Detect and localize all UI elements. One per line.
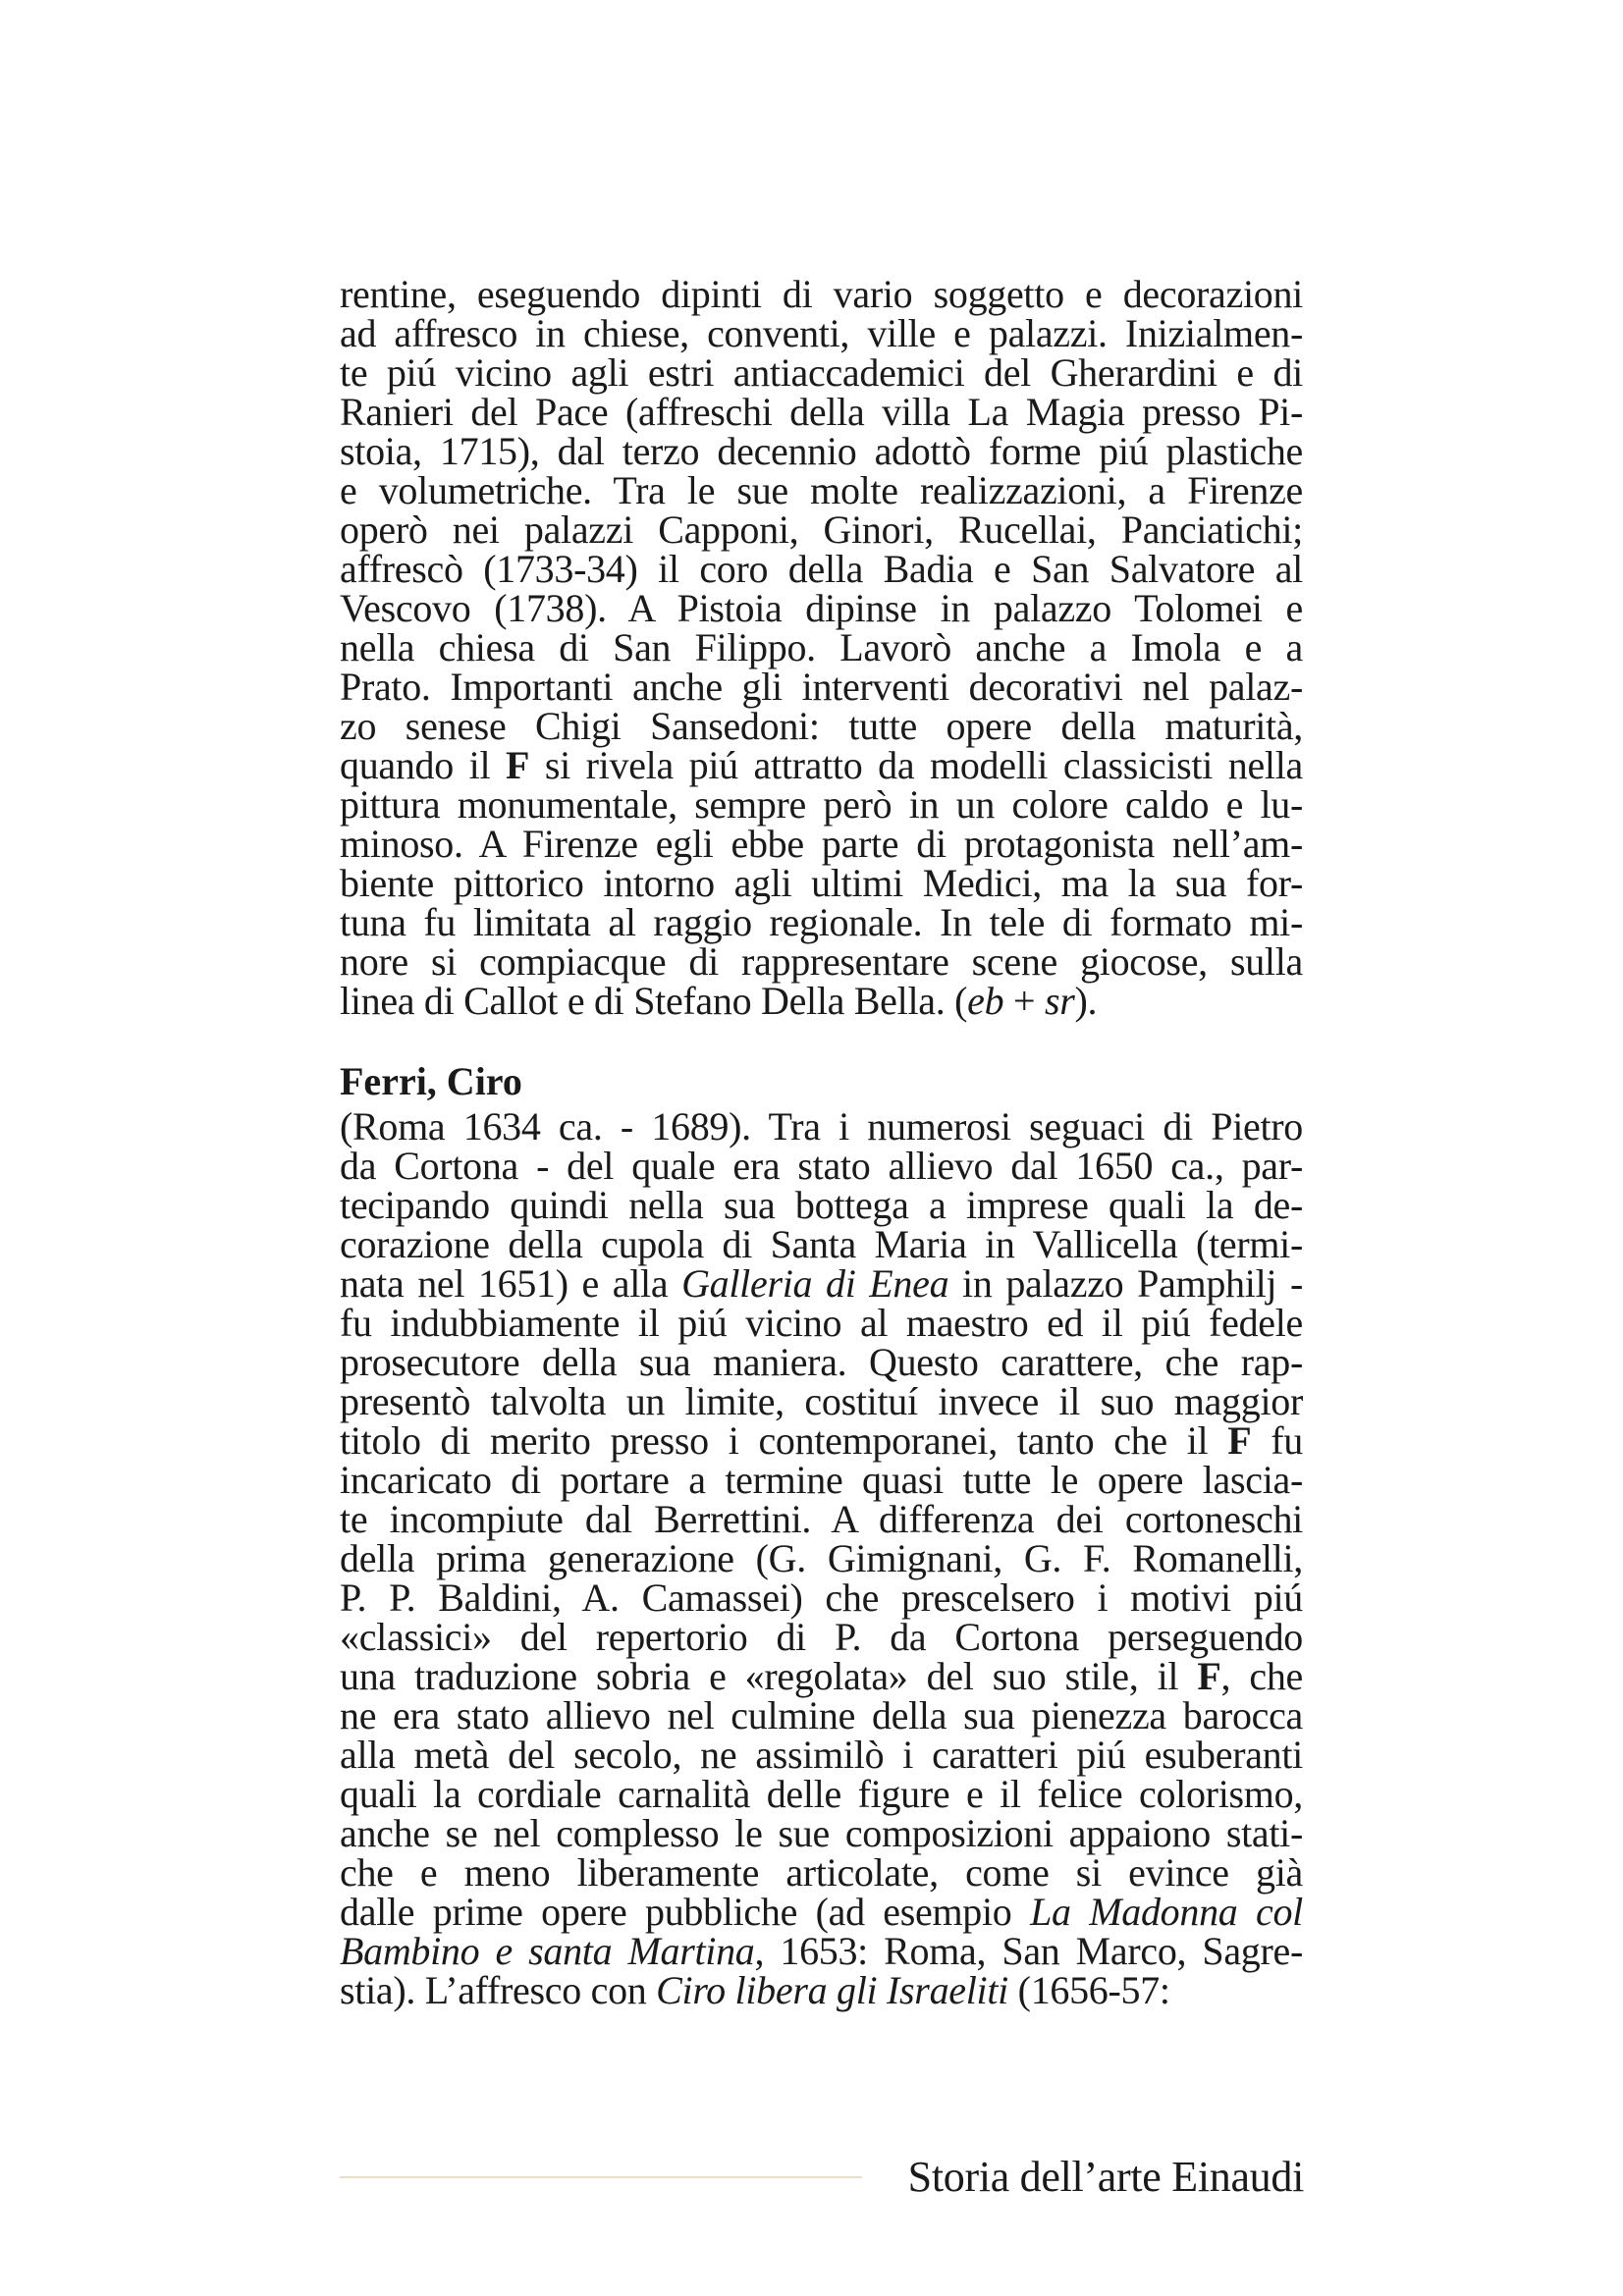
text-line xyxy=(340,547,1303,591)
text-run: ). xyxy=(1074,979,1098,1023)
text-run: nata nel 1651) e alla xyxy=(340,1261,682,1306)
footer-book-title: Storia dell’arte Einaudi xyxy=(907,2153,1304,2201)
text-line xyxy=(340,704,1303,748)
text-run: zo senese Chigi Sansedoni: tutte opere della maturità, xyxy=(340,704,1303,748)
text-run: alla metà del secolo, ne assimilò i caratteri piú esuberanti xyxy=(340,1733,1303,1777)
text-line xyxy=(340,1890,1303,1934)
text-line xyxy=(340,1261,1303,1306)
text-line xyxy=(340,350,1303,395)
text-run: F xyxy=(506,743,530,787)
text-line xyxy=(340,1772,1303,1816)
text-run: La Madonna col xyxy=(1030,1890,1303,1934)
text-run: nore si compiacque di rappresentare scene giocose, sulla xyxy=(340,939,1303,984)
text-run: incaricato di portare a termine quasi tutte le opere lascia- xyxy=(340,1458,1303,1502)
text-line xyxy=(340,468,1303,512)
text-run: quali la cordiale carnalità delle figure e il felice colorismo, xyxy=(340,1772,1303,1816)
text-run: fu xyxy=(1251,1418,1304,1463)
text-run: in palazzo Pamphilj - xyxy=(948,1261,1303,1306)
text-run: Ciro libera gli Israeliti xyxy=(656,1968,1008,2012)
text-run: una traduzione sobria e «regolata» del suo stile, il xyxy=(340,1654,1198,1698)
text-run: che e meno liberamente articolate, come si evince già xyxy=(340,1850,1303,1895)
text-line xyxy=(340,1183,1303,1227)
text-run: da Cortona - del quale era stato allievo dal 1650 ca., par- xyxy=(340,1144,1303,1188)
text-run: presentò talvolta un limite, costituí invece il suo maggior xyxy=(340,1379,1303,1423)
text-line xyxy=(340,1693,1303,1737)
text-run: pittura monumentale, sempre però in un colore caldo e lu- xyxy=(340,782,1303,827)
text-line xyxy=(340,743,1303,787)
text-run: F xyxy=(1197,1654,1221,1698)
text-line xyxy=(340,1301,1303,1345)
text-run: e volumetriche. Tra le sue molte realizzazioni, a Firenze xyxy=(340,468,1303,512)
text-line xyxy=(340,311,1303,355)
text-line xyxy=(340,1968,1303,2012)
text-line xyxy=(340,1654,1303,1698)
text-run: rentine, eseguendo dipinti di vario soggetto e decorazioni xyxy=(340,272,1303,316)
text-line xyxy=(340,939,1303,984)
text-run: ad affresco in chiese, conventi, ville e palazzi. Inizialmen- xyxy=(340,311,1303,355)
text-line xyxy=(340,1340,1303,1384)
text-line xyxy=(340,1497,1303,1541)
text-run: (1656-57: xyxy=(1007,1968,1170,2012)
text-line xyxy=(340,1458,1303,1502)
text-line xyxy=(340,507,1303,552)
text-run: te piú vicino agli estri antiaccademici del Gherardini e di xyxy=(340,350,1303,395)
text-line xyxy=(340,390,1303,434)
text-line xyxy=(340,625,1303,669)
text-run: stia). L’affresco con xyxy=(340,1968,657,2012)
text-run: (Roma 1634 ca. - 1689). Tra i numerosi seguaci di Pietro xyxy=(340,1104,1303,1148)
text-run: quando il xyxy=(340,743,507,787)
text-line xyxy=(340,1735,1303,1775)
text-run: , che xyxy=(1220,1654,1303,1698)
text-run: corazione della cupola di Santa Maria in Vallicella (termi- xyxy=(340,1222,1303,1266)
text-run: fu indubbiamente il piú vicino al maestro ed il piú fedele xyxy=(340,1301,1303,1345)
text-run: dalle prime opere pubbliche (ad esempio xyxy=(340,1890,1031,1934)
text-run: linea di Callot e di Stefano Della Bella. ( xyxy=(340,979,968,1023)
text-line xyxy=(340,1222,1303,1266)
text-run: te incompiute dal Berrettini. A differenza dei cortoneschi xyxy=(340,1497,1303,1541)
text-line xyxy=(340,1615,1303,1659)
entry-continuation-paragraph xyxy=(340,272,1303,1023)
text-line xyxy=(340,1418,1304,1463)
text-run: titolo di merito presso i contemporanei, tanto che il xyxy=(340,1418,1228,1463)
text-run: Prato. Importanti anche gli interventi decorativi nel palaz- xyxy=(340,665,1303,709)
text-run: Galleria di Enea xyxy=(681,1261,949,1306)
text-line xyxy=(340,1104,1303,1148)
text-run: Vescovo (1738). A Pistoia dipinse in palazzo Tolomei e xyxy=(340,586,1303,630)
text-run: tecipando quindi nella sua bottega a imprese quali la de- xyxy=(340,1183,1303,1227)
text-run: Bambino e santa Martina xyxy=(340,1929,755,1973)
text-run: + xyxy=(1003,979,1045,1023)
text-run: tuna fu limitata al raggio regionale. In tele di formato mi- xyxy=(340,900,1303,944)
text-run: F xyxy=(1227,1418,1252,1463)
text-run: sr xyxy=(1044,979,1075,1023)
text-line xyxy=(340,822,1303,866)
text-run: anche se nel complesso le sue composizioni appaiono stati- xyxy=(340,1811,1303,1855)
text-run: si rivela piú attratto da modelli classicisti nella xyxy=(529,743,1303,787)
text-run: ne era stato allievo nel culmine della sua pienezza barocca xyxy=(340,1693,1303,1737)
text-line xyxy=(340,1811,1303,1855)
text-run: minoso. A Firenze egli ebbe parte di protagonista nell’am- xyxy=(340,822,1303,866)
text-line xyxy=(340,900,1303,944)
text-line xyxy=(340,979,1303,1023)
text-run: affrescò (1733-34) il coro della Badia e San Salvatore al xyxy=(340,547,1303,591)
text-run: , 1653: Roma, San Marco, Sagre- xyxy=(754,1929,1303,1973)
text-line xyxy=(340,429,1303,473)
text-run: stoia, 1715), dal terzo decennio adottò forme piú plastiche xyxy=(340,429,1303,473)
text-line xyxy=(340,1536,1303,1580)
text-run: eb xyxy=(967,979,1004,1023)
text-run: P. P. Baldini, A. Camassei) che prescelsero i motivi piú xyxy=(340,1575,1303,1620)
text-line xyxy=(340,272,1303,316)
text-line xyxy=(340,1144,1303,1188)
text-run: prosecutore della sua maniera. Questo carattere, che rap- xyxy=(340,1340,1303,1384)
text-run: nella chiesa di San Filippo. Lavorò anche a Imola e a xyxy=(340,625,1303,669)
text-run: della prima generazione (G. Gimignani, G. F. Romanelli, xyxy=(340,1536,1303,1580)
entry-ferri-paragraph xyxy=(340,1104,1304,2012)
text-run: Ranieri del Pace (affreschi della villa La Magia presso Pi- xyxy=(340,390,1303,434)
text-line xyxy=(340,1575,1303,1620)
text-run: operò nei palazzi Capponi, Ginori, Rucellai, Panciatichi; xyxy=(340,507,1303,552)
text-run: biente pittorico intorno agli ultimi Medici, ma la sua for- xyxy=(340,861,1303,905)
text-line xyxy=(340,1850,1303,1895)
text-run: «classici» del repertorio di P. da Cortona perseguendo xyxy=(340,1615,1303,1659)
text-line xyxy=(340,782,1303,827)
text-line xyxy=(340,1379,1303,1423)
text-line xyxy=(340,667,1303,707)
text-line xyxy=(340,861,1303,905)
footer-rule xyxy=(340,2176,862,2178)
text-line xyxy=(340,1929,1303,1973)
entry-heading-ferri-ciro: Ferri, Ciro xyxy=(340,1059,522,1103)
text-line xyxy=(340,586,1303,630)
